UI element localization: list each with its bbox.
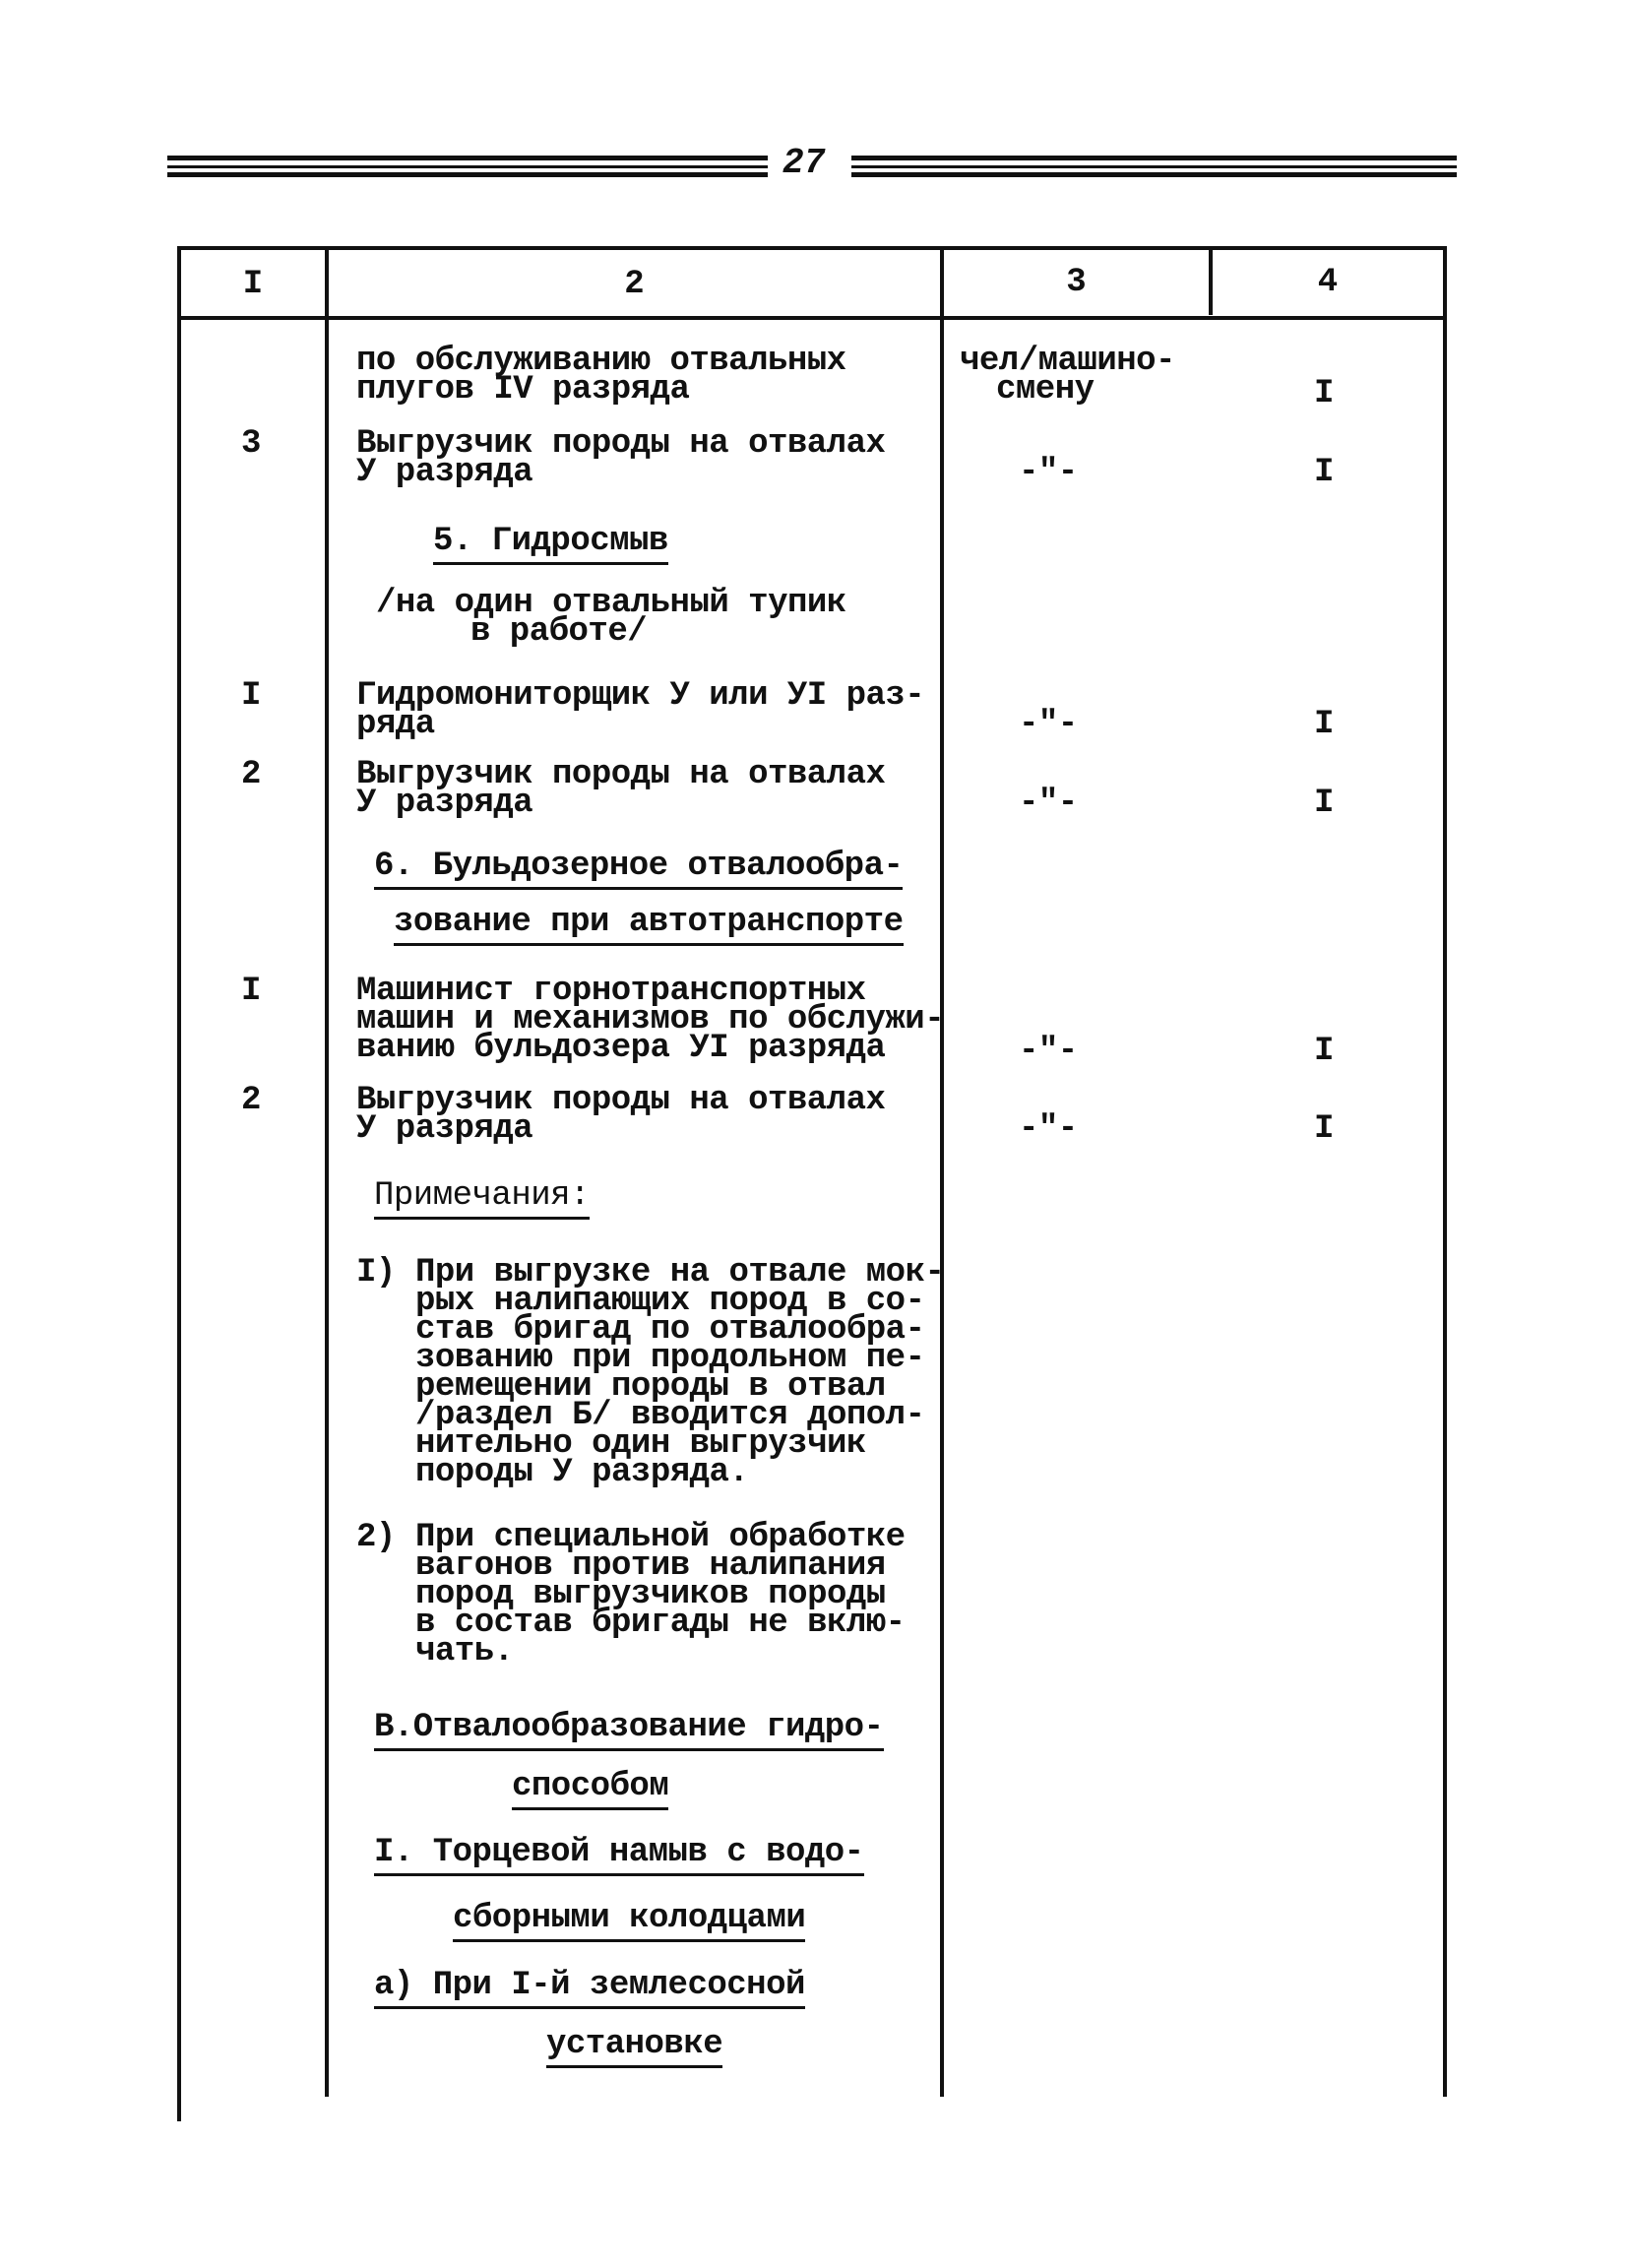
row6-text-line2: У разряда — [356, 1110, 533, 1148]
header-rule-right-2 — [851, 165, 1457, 168]
note2-line3: пород выгрузчиков породы — [415, 1576, 886, 1613]
row6-number: 2 — [241, 1082, 261, 1119]
row4-text-line1: Выгрузчик породы на отвалах — [356, 756, 886, 793]
row2-text-line2: У разряда — [356, 454, 533, 491]
row5-text-line3: ванию бульдозера УI разряда — [356, 1030, 886, 1067]
section6-title-line1: 6. Бульдозерное отвалообра- — [374, 851, 903, 890]
row2-text-line1: Выгрузчик породы на отвалах — [356, 425, 886, 463]
header-rule-left-1 — [167, 156, 768, 160]
notes-title: Примечания: — [374, 1181, 590, 1220]
row4-unit: -"- — [1019, 785, 1078, 822]
row6-text-line1: Выгрузчик породы на отвалах — [356, 1082, 886, 1119]
col-header-4: 4 — [1317, 264, 1339, 301]
table-header-bottom-border — [177, 316, 1447, 320]
note1-line4: зованию при продольном пе- — [415, 1340, 925, 1377]
row5-unit: -"- — [1019, 1033, 1078, 1070]
row1-count: I — [1314, 375, 1334, 412]
table-right-border — [1443, 246, 1447, 2097]
row4-text-line2: У разряда — [356, 785, 533, 822]
note1-line8: породы У разряда. — [415, 1454, 749, 1491]
row1-text-line2: плугов IV разряда — [356, 371, 690, 409]
note1-line7: нительно один выгрузчик — [415, 1425, 866, 1463]
sectionA-title-line2: установке — [546, 2030, 722, 2068]
note2-line5: чать. — [415, 1633, 514, 1670]
note2-number: 2) — [356, 1519, 396, 1556]
row6-count: I — [1314, 1110, 1334, 1148]
col-header-3: 3 — [1066, 264, 1087, 301]
row2-number: 3 — [241, 425, 261, 463]
page-number: 27 — [783, 143, 826, 183]
row5-text-line1: Машинист горнотранспортных — [356, 973, 866, 1010]
row3-text-line2: ряда — [356, 706, 435, 743]
note1-line6: /раздел Б/ вводится допол- — [415, 1397, 925, 1434]
row3-count: I — [1314, 706, 1334, 743]
note2-line4: в состав бригады не вклю- — [415, 1605, 906, 1642]
section1-title-line2: сборными колодцами — [453, 1904, 805, 1942]
note1-number: I) — [356, 1254, 396, 1292]
note1-line5: ремещении породы в отвал — [415, 1368, 886, 1406]
row4-number: 2 — [241, 756, 261, 793]
row1-unit-line2: смену — [996, 371, 1095, 409]
row4-count: I — [1314, 785, 1334, 822]
table-left-border — [177, 246, 181, 2121]
col-divider-1 — [325, 246, 329, 2097]
note1-line1: При выгрузке на отвале мок- — [415, 1254, 945, 1292]
header-rule-left-3 — [167, 172, 768, 177]
header-rule-right-3 — [851, 172, 1457, 177]
note2-line2: вагонов против налипания — [415, 1547, 886, 1585]
sectionA-title-line1: а) При I-й землесосной — [374, 1971, 805, 2009]
sectionV-title-line1: В.Отвалообразование гидро- — [374, 1713, 884, 1751]
row3-number: I — [241, 677, 261, 715]
col-header-1: I — [242, 266, 264, 303]
row1-unit-line1: чел/машино- — [960, 343, 1175, 380]
row6-unit: -"- — [1019, 1110, 1078, 1148]
note1-line2: рых налипающих пород в со- — [415, 1283, 925, 1320]
header-rule-left-2 — [167, 165, 768, 168]
col-divider-2 — [940, 246, 944, 2097]
header-rule-right-1 — [851, 156, 1457, 160]
section5-subtitle-line2: в работе/ — [470, 613, 648, 651]
row3-text-line1: Гидромониторщик У или УI раз- — [356, 677, 925, 715]
row5-number: I — [241, 973, 261, 1010]
row5-count: I — [1314, 1033, 1334, 1070]
section5-subtitle-line1: /на один отвальный тупик — [376, 585, 846, 622]
section1-title-line1: I. Торцевой намыв с водо- — [374, 1838, 864, 1876]
table-top-border — [177, 246, 1447, 250]
row2-count: I — [1314, 454, 1334, 491]
note2-line1: При специальной обработке — [415, 1519, 906, 1556]
row5-text-line2: машин и механизмов по обслужи- — [356, 1001, 945, 1039]
row1-text-line1: по обслуживанию отвальных — [356, 343, 846, 380]
sectionV-title-line2: способом — [512, 1772, 668, 1810]
section6-title-line2: зование при автотранспорте — [394, 908, 904, 946]
row3-unit: -"- — [1019, 706, 1078, 743]
note1-line3: став бригад по отвалообра- — [415, 1311, 925, 1349]
section5-title: 5. Гидросмыв — [433, 527, 668, 565]
col-header-2: 2 — [624, 266, 645, 303]
row2-unit: -"- — [1019, 454, 1078, 491]
